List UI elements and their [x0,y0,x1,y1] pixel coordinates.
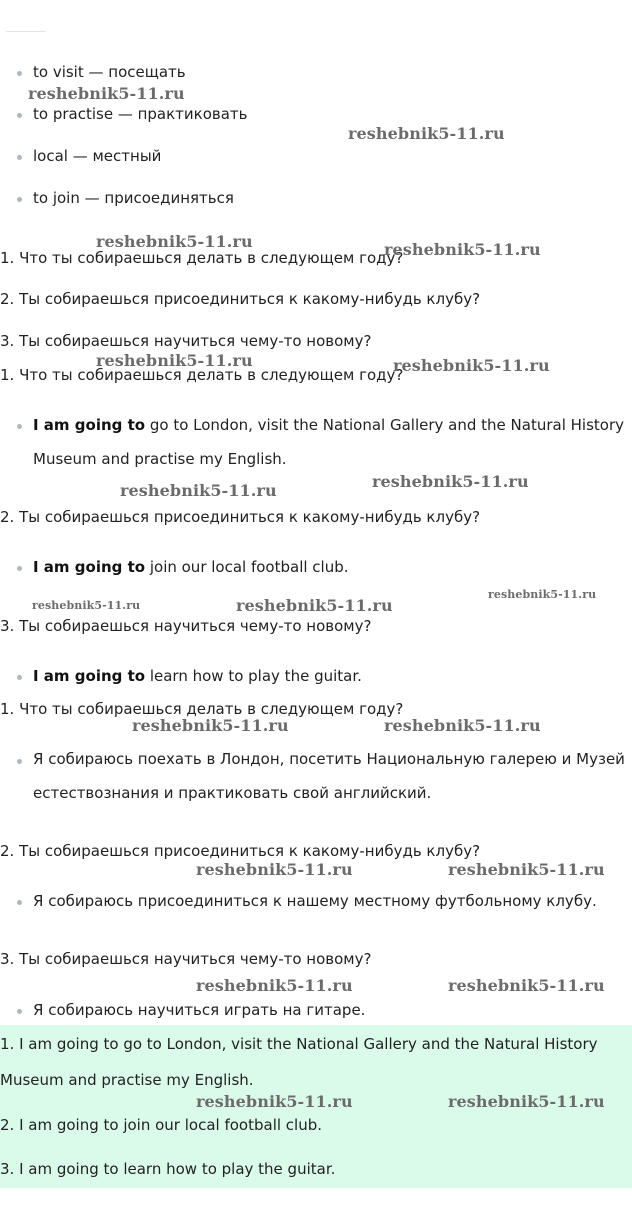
watermark: reshebnik5-11.ru [448,860,605,879]
vocab-item: to join — присоединяться [33,189,234,207]
bullet [17,155,22,160]
bullet [17,424,22,429]
watermark: reshebnik5-11.ru [372,472,529,491]
question: 3. Ты собираешься научиться чему-то новому? [0,950,372,968]
watermark: reshebnik5-11.ru [448,976,605,995]
answer-line: Я собираюсь научиться играть на гитаре. [33,1001,366,1019]
question: 1. Что ты собираешься делать в следующем году? [0,700,404,718]
bullet [17,197,22,202]
answer-bold: I am going to [33,416,146,434]
bullet [17,675,22,680]
watermark: reshebnik5-11.ru [196,860,353,879]
bullet [17,566,22,571]
question: 2. Ты собираешься присоединиться к какому-нибудь клубу? [0,508,481,526]
top-divider [6,31,46,32]
answer-bold: I am going to [33,558,146,576]
bullet [17,71,22,76]
answer-line: естествознания и практиковать свой английский. [33,784,432,802]
answer-line: Museum and practise my English. [33,450,287,468]
answer-line: Я собираюсь присоединиться к нашему местному футбольному клубу. [33,892,597,910]
watermark: reshebnik5-11.ru [96,351,253,370]
vocab-item: to visit — посещать [33,63,186,81]
bullet [17,759,22,764]
bullet [17,1009,22,1014]
question: 3. Ты собираешься научиться чему-то новому? [0,617,372,635]
watermark: reshebnik5-11.ru [196,1092,353,1111]
watermark: reshebnik5-11.ru [384,240,541,259]
watermark: reshebnik5-11.ru [488,588,597,601]
bullet [17,113,22,118]
question: 1. Что ты собираешься делать в следующем году? [0,366,404,384]
watermark: reshebnik5-11.ru [196,976,353,995]
answer-text: learn how to play the guitar. [145,667,362,685]
watermark: reshebnik5-11.ru [132,716,289,735]
question: 2. Ты собираешься присоединиться к какому-нибудь клубу? [0,842,481,860]
answer-line [33,558,349,576]
watermark: reshebnik5-11.ru [384,716,541,735]
question: 2. Ты собираешься присоединиться к какому-нибудь клубу? [0,290,481,308]
final-answer-line: 3. I am going to learn how to play the guitar. [0,1160,336,1178]
question: 1. Что ты собираешься делать в следующем году? [0,249,404,267]
watermark: reshebnik5-11.ru [120,481,277,500]
watermark: reshebnik5-11.ru [28,84,185,103]
watermark: reshebnik5-11.ru [448,1092,605,1111]
answer-bold: I am going to [33,667,146,685]
vocab-item: to practise — практиковать [33,105,248,123]
final-answer-line: 2. I am going to join our local football club. [0,1116,323,1134]
answer-line [33,667,362,685]
watermark: reshebnik5-11.ru [348,124,505,143]
bullet [17,900,22,905]
answer-text: join our local football club. [145,558,349,576]
final-answer-line: Museum and practise my English. [0,1071,254,1089]
question: 3. Ты собираешься научиться чему-то новому? [0,332,372,350]
answer-text: go to London, visit the National Gallery and the Natural History [145,416,625,434]
answer-line: Я собираюсь поехать в Лондон, посетить Национальную галерею и Музей [33,750,625,768]
answer-line [33,416,624,434]
watermark: reshebnik5-11.ru [96,232,253,251]
vocab-item: local — местный [33,147,162,165]
watermark: reshebnik5-11.ru [32,599,141,612]
watermark: reshebnik5-11.ru [393,356,550,375]
watermark: reshebnik5-11.ru [236,596,393,615]
final-answer-line: 1. I am going to go to London, visit the National Gallery and the Natural History [0,1035,598,1053]
